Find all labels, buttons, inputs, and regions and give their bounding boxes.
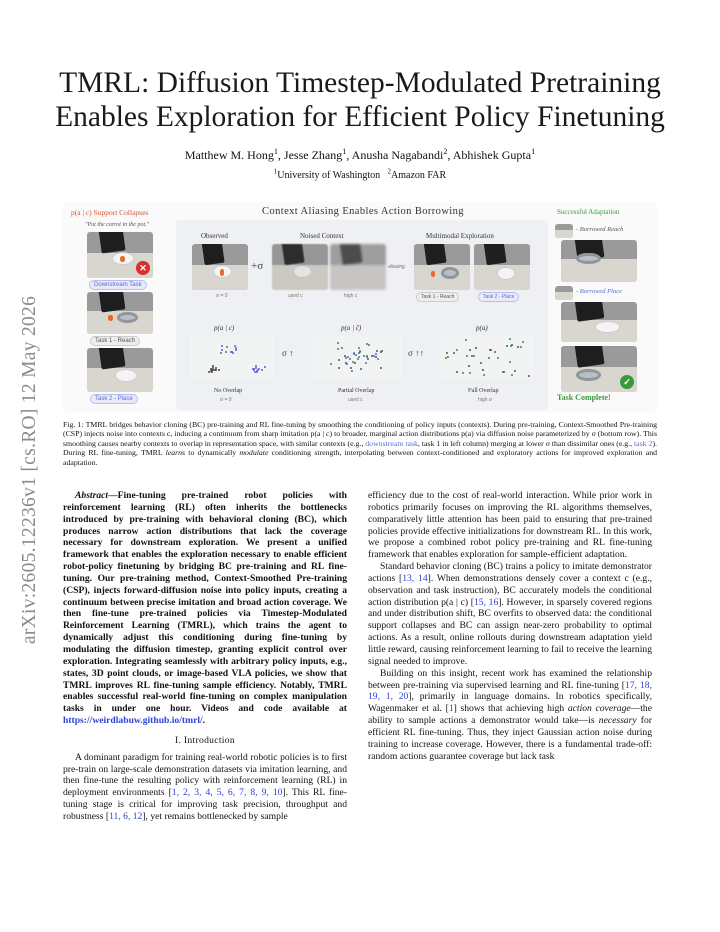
aliasing-label: aliasing [388, 264, 405, 270]
left-column [63, 490, 347, 823]
scatter-dot [358, 356, 360, 358]
observed-photo [192, 244, 248, 290]
scatter-dot [469, 349, 471, 351]
arxiv-watermark: arXiv:2605.12236v1 [cs.RO] 12 May 2026 [19, 295, 40, 645]
scatter-dot [230, 351, 232, 353]
scatter-dot [377, 358, 379, 360]
scatter-dot [514, 370, 516, 372]
dist-plot-no-overlap [190, 336, 274, 378]
scatter-dot [344, 355, 346, 357]
scatter-dot [218, 369, 220, 371]
task2-pill: Task 2 - Place [90, 394, 138, 404]
high-c-label: high c [344, 293, 358, 299]
scatter-dot [221, 349, 223, 351]
author: Jesse Zhang [283, 148, 343, 162]
paragraph: Building on this insight, recent work has examined the relationship between pre-training via supervised learning and RL fine-tuning [17, 18, 19, 1, 20], primarily in language domains. In robotics specifically, Wagenmaker et al. [1] shows that achieving high action coverage—the ability to sample actions a demonstrator would take—is necessary for efficient RL fine-tuning. Thus, they inject Gaussian action noise during training to increase coverage. However, there is a fundamental trade-off: random actions guarantee coverage but lack task [368, 667, 652, 762]
scatter-dot [368, 344, 370, 346]
intro-paragraph: A dominant paradigm for training real-world robotic policies is to first pre-train on large-scale demonstration datasets via imitation learning, and then fine-tune the resulting policy with reinforcement learning (RL) in deployment environments [1, 2, 3, 4, 5, 6, 7, 8, 9, 10]. This RL fine-tuning stage is critical for improving task precision, throughput and robustness [11, 6, 12], yet remains bottlenecked by sample [63, 751, 348, 822]
borrowed-reach-label: - Borrowed Reach [576, 226, 624, 233]
scatter-dot [517, 346, 519, 348]
scatter-dot [341, 347, 343, 349]
scatter-dot [371, 355, 373, 357]
scatter-dot [354, 362, 356, 364]
scatter-dot [264, 366, 266, 368]
scatter-dot [380, 367, 382, 369]
scatter-dot [355, 354, 357, 356]
scatter-dot [358, 347, 360, 349]
stage-multimodal: Multimodal Exploration [426, 232, 494, 240]
scatter-dot [255, 365, 257, 367]
scatter-dot [522, 341, 524, 343]
fig-center-title: Context Aliasing Enables Action Borrowing [262, 206, 464, 217]
used-c-label: used c [288, 293, 303, 299]
fig-right-title: Successful Adaptation [557, 208, 620, 216]
place-result-photo [561, 302, 637, 342]
scatter-dot [256, 371, 258, 373]
scatter-dot [357, 358, 359, 360]
scatter-dot [375, 353, 377, 355]
scatter-dot [225, 351, 227, 353]
task-complete-label: Task Complete! [557, 393, 611, 402]
scatter-dot [509, 338, 511, 340]
scatter-dot [503, 371, 505, 373]
borrowed-place-label: - Borrowed Place [576, 288, 622, 295]
sigma-zero-sub: σ = 0 [220, 397, 232, 403]
author: Abhishek Gupta [452, 148, 532, 162]
scatter-dot [471, 355, 473, 357]
task2-pill-small: Task 2 - Place [478, 292, 519, 302]
figure-caption: Fig. 1: TMRL bridges behavior cloning (BC) pre-training and RL fine-tuning by smoothing the conditioning of policy inputs (contexts). During pre-training, Context-Smoothed Pre-training (CSP) injects noise into contexts c, inducing a continuum from sharp imitation p(a | c) to broader, marginal action distributions p(a) via diffusion noise parameterized by σ (bottom row). This smoothing causes nearby contexts to overlap in representation space, with similar contexts (e.g., downstream task, task 1 in left column) merging at lower σ than dissimilar ones (e.g., task 2). During RL fine-tuning, TMRL learns to dynamically modulate conditioning strength, interpolating between context-conditioned and exploratory actions for improved exploration and adaptation. [63, 420, 657, 467]
scatter-dot [497, 357, 499, 359]
scatter-dot [337, 342, 339, 344]
scatter-dot [214, 369, 216, 371]
scatter-dot [509, 361, 511, 363]
task1-photo [87, 292, 153, 334]
downstream-task-pill: Downstream Task [89, 280, 147, 290]
task1-pill-small: Task 1 - Reach [416, 292, 459, 302]
scatter-dot [226, 346, 228, 348]
scatter-dot [338, 359, 340, 361]
explore-photo-2 [474, 244, 530, 290]
reach-result-photo [561, 240, 637, 282]
scatter-dot [353, 353, 355, 355]
scatter-dot [468, 365, 470, 367]
scatter-dot [469, 372, 471, 374]
author: Anusha Nagabandi [351, 148, 444, 162]
scatter-dot [480, 362, 482, 364]
task2-photo [87, 348, 153, 392]
section-heading: I. Introduction [175, 734, 235, 746]
stage-observed: Observed [201, 232, 228, 240]
abstract: Abstract—Fine-tuning pre-trained robot policies with reinforcement learning (RL) often inherits the bottlenecks introduced by pre-training with behavioral cloning (BC), which produces narrow action distributions that lack the coverage necessary for downstream exploration. We present a unified framework that enables the exploration necessary to enable efficient robot-policy finetuning by bridging BC pre-training and RL fine-tuning. Our pre-training method, Context-Smoothed Pre-training (CSP), injects forward-diffusion noise into policy inputs, creating a continuum between precise imitation and broad action coverage. We then fine-tune pre-trained policies via Timestep-Modulated Reinforcement Learning (TMRL), which trains the agent to dynamically adjust this conditioning during fine-tuning by modulating the diffusion timestep, granting explicit control over exploration. Integrating seamlessly with arbitrary policy inputs, e.g., states, 3D point clouds, or image-based VLA policies, we show that TMRL improves RL fine-tuning sample efficiency. Notably, TMRL enables successful real-world fine-tuning on complex manipulation tasks in under one hour. Videos and code available at https://weirdlabuw.github.io/tmrl/. [63, 490, 347, 727]
plus-sigma: +σ [251, 260, 264, 272]
scatter-dot [221, 345, 223, 347]
scatter-dot [456, 349, 458, 351]
sigma-up: σ ↑ [282, 348, 294, 358]
scatter-dot [506, 345, 508, 347]
scatter-dot [456, 371, 458, 373]
scatter-dot [360, 368, 362, 370]
scatter-dot [376, 350, 378, 352]
scatter-dot [365, 362, 367, 364]
sigma-upup: σ ↑↑ [408, 348, 425, 358]
borrowed-place-thumb [555, 286, 573, 300]
noised-photo-low [272, 244, 328, 290]
sigma-zero-label: σ = 0 [216, 293, 228, 299]
scatter-dot [445, 357, 447, 359]
scatter-dot [483, 374, 485, 376]
author-list: Matthew M. Hong$^1$, Jesse Zhang$^1$, Anusha Nagabandi$^2$, Abhishek Gupta$^1$ [184, 147, 536, 162]
scatter-dot [338, 367, 340, 369]
checkmark-icon: ✓ [620, 375, 634, 389]
task1-pill: Task 1 - Reach [90, 336, 140, 346]
explore-photo-1 [414, 244, 470, 290]
scatter-dot [462, 372, 464, 374]
scatter-dot [488, 357, 490, 359]
downstream-task-photo [87, 232, 153, 278]
scatter-dot [253, 369, 255, 371]
partial-overlap-label: Partial Overlap [338, 388, 375, 394]
scatter-dot [235, 347, 237, 349]
scatter-dot [351, 370, 353, 372]
paper-title: TMRL: Diffusion Timestep-Modulated Pretraining Enables Exploration for Efficient Policy Finetuning [55, 67, 665, 133]
scatter-dot [350, 367, 352, 369]
scatter-dot [473, 355, 475, 357]
paragraph: efficiency due to the cost of real-world interaction. While prior work in robotics primarily focuses on improving the RL algorithms themselves, comparatively little attention has been paid to ensuring that pre-trained policies provide effective initializations for downstream RL. In this work, we propose a combined robot policy pre-training and RL fine-tuning framework that enables exploration for sample-efficient adaptation. [368, 490, 652, 561]
scatter-dot [494, 351, 496, 353]
fig-left-title: p(a | c) Support Collapses [71, 208, 149, 217]
scatter-dot [235, 349, 237, 351]
borrowed-reach-thumb [555, 224, 573, 238]
right-column [368, 490, 652, 762]
scatter-dot [520, 346, 522, 348]
dist-plot-partial-overlap [312, 336, 402, 378]
dist-title-3: p(a) [476, 324, 488, 332]
scatter-dot [511, 344, 513, 346]
paragraph: Standard behavior cloning (BC) trains a policy to imitate demonstrator actions [13, 14]. When demonstrations densely cover a context c (e.g., observation and task instruction), BC accurately models the conditional action distribution p(a | c) [15, 16]. However, in sparsely covered regions and under distribution shift, BC overfits to observed data: the conditional support collapses and BC can assign near-zero probability to optimal actions. As a result, online rollouts during downstream adaptation yield little reward, causing reinforcement learning to fail to receive the learning signal needed to improve. [368, 561, 652, 667]
scatter-dot [258, 368, 260, 370]
figure-1 [63, 202, 657, 412]
scatter-dot [528, 375, 530, 377]
scatter-dot [446, 352, 448, 354]
full-overlap-label: Full Overlap [468, 388, 499, 394]
scatter-dot [232, 352, 234, 354]
scatter-dot [359, 351, 361, 353]
scatter-dot [220, 352, 222, 354]
scatter-dot [511, 374, 513, 376]
dist-title-1: p(a | c) [214, 324, 235, 332]
high-sigma-sub: high σ [478, 397, 492, 403]
author: Matthew M. Hong [184, 148, 274, 162]
dist-plot-full-overlap [440, 336, 534, 378]
scatter-dot [489, 349, 491, 351]
scatter-dot [337, 348, 339, 350]
scatter-dot [330, 363, 332, 365]
scatter-dot [466, 355, 468, 357]
scatter-dot [465, 339, 467, 341]
dist-title-2: p(a | c̃) [341, 324, 362, 332]
cross-icon: ✕ [136, 261, 150, 275]
no-overlap-label: No Overlap [214, 388, 243, 394]
scatter-dot [482, 369, 484, 371]
affiliations: $^1$University of Washington $^2$Amazon FAR [273, 168, 447, 181]
task-complete-photo [561, 346, 637, 392]
scatter-dot [453, 352, 455, 354]
stage-noised: Noised Context [300, 232, 344, 240]
noised-photo-high [330, 244, 386, 290]
scatter-dot [447, 356, 449, 358]
task-quote: "Put the carrot in the pot." [85, 222, 150, 228]
used-c-sub: used c [348, 397, 363, 403]
scatter-dot [367, 358, 369, 360]
scatter-dot [475, 347, 477, 349]
scatter-dot [349, 358, 351, 360]
project-url-link[interactable]: https://weirdlabuw.github.io/tmrl/ [63, 715, 203, 727]
scatter-dot [261, 369, 263, 371]
scatter-dot [381, 350, 383, 352]
center-panel [176, 220, 548, 410]
